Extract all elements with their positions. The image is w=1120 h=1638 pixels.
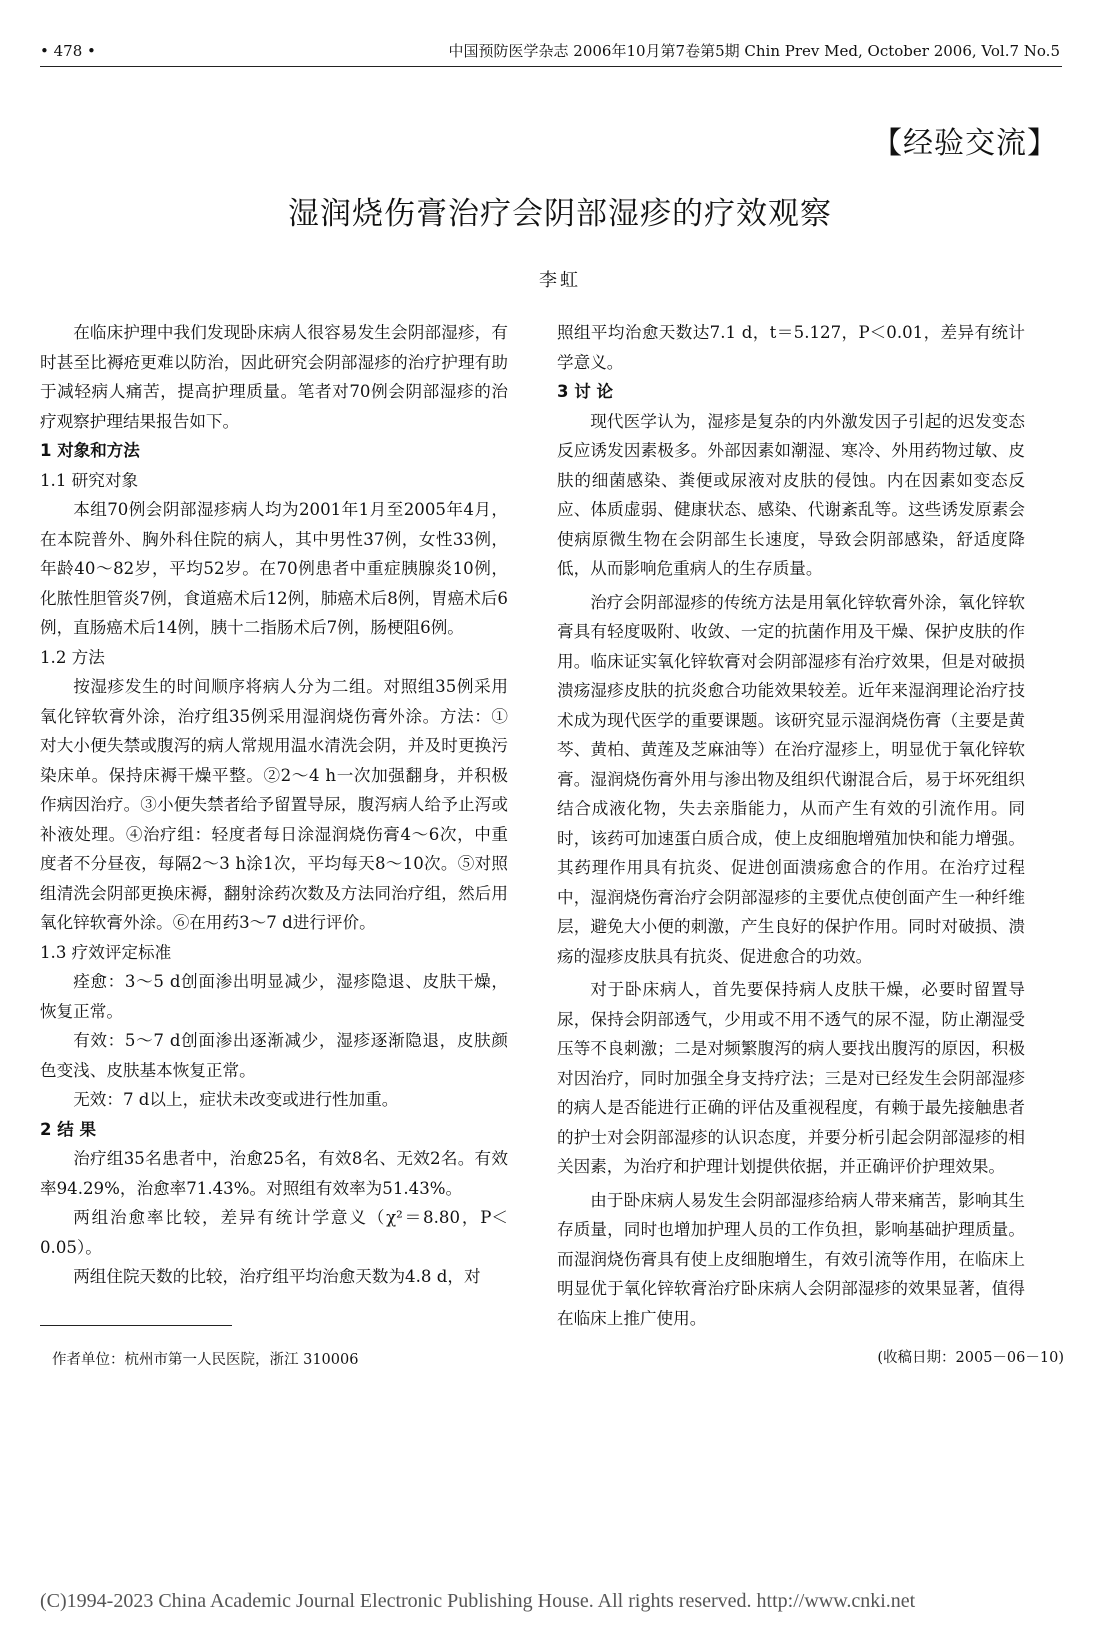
body-paragraph: 在临床护理中我们发现卧床病人很容易发生会阴部湿疹，有时甚至比褥疮更难以防治，因此研究会阴部湿疹的治疗护理有助于减轻病人痛苦，提高护理质量。笔者对70例会阴部湿疹的治疗观察护理结果报告如下。 [40,323,508,431]
running-header [40,38,1060,64]
page-number: • 478 • [40,42,96,60]
article-author: 李虹 [539,270,581,291]
subsection-heading: 1.2 方法 [40,647,105,667]
body-paragraph: 现代医学认为，湿疹是复杂的内外激发因子引起的迟发变态反应诱发因素极多。外部因素如潮湿、寒冷、外用药物过敏、皮肤的细菌感染、粪便或尿液对皮肤的侵蚀。内在因素如变态反应、体质虚弱、健康状态、感染、代谢紊乱等。这些诱发原素会使病原微生物在会阴部生长速度，导致会阴部感染，舒适度降低，从而影响危重病人的生存质量。 [557,411,1025,578]
body-paragraph: 两组治愈率比较，差异有统计学意义（χ²＝8.80，P＜0.05）。 [40,1208,508,1257]
body-paragraph: 有效：5～7 d创面渗出逐渐减少，湿疹逐渐隐退，皮肤颜色变浅、皮肤基本恢复正常。 [40,1031,508,1080]
body-paragraph: 痊愈：3～5 d创面渗出明显减少，湿疹隐退、皮肤干燥，恢复正常。 [40,972,508,1021]
body-paragraph: 对于卧床病人，首先要保持病人皮肤干燥，必要时留置导尿，保持会阴部透气，少用或不用不透气的尿不湿，防止潮湿受压等不良刺激；二是对频繁腹泻的病人要找出腹泻的原因，积极对因治疗，同时加强全身支持疗法；三是对已经发生会阴部湿疹的病人是否能进行正确的评估及重视程度，有赖于最先接触患者的护士对会阴部湿疹的认识态度，并要分析引起会阴部湿疹的相关因素，为治疗和护理计划提供依据，并正确评价护理效果。 [557,980,1025,1176]
body-paragraph: 治疗会阴部湿疹的传统方法是用氧化锌软膏外涂，氧化锌软膏具有轻度吸附、收敛、一定的抗菌作用及干燥、保护皮肤的作用。临床证实氧化锌软膏对会阴部湿疹有治疗效果，但是对破损溃疡湿疹皮肤的抗炎愈合功能效果较差。近年来湿润理论治疗技术成为现代医学的重要课题。该研究显示湿润烧伤膏（主要是黄芩、黄柏、黄莲及芝麻油等）在治疗湿疹上，明显优于氧化锌软膏。湿润烧伤膏外用与渗出物及组织代谢混合后，易于坏死组织结合成液化物，失去亲脂能力，从而产生有效的引流作用。同时，该药可加速蛋白质合成，使上皮细胞增殖加快和能力增强。其药理作用具有抗炎、促进创面溃疡愈合的作用。在治疗过程中，湿润烧伤膏治疗会阴部湿疹的主要优点使创面产生一种纤维层，避免大小便的刺激，产生良好的保护作用。同时对破损、溃疡的湿疹皮肤具有抗炎、促进愈合的功效。 [557,592,1025,966]
body-paragraph: 照组平均治愈天数达7.1 d，t＝5.127，P＜0.01，差异有统计学意义。 [557,323,1025,372]
journal-citation: 中国预防医学杂志 2006年10月第7卷第5期 Chin Prev Med, October 2006, Vol.7 No.5 [448,42,1060,60]
section-heading: 1 对象和方法 [40,441,140,460]
received-date: (收稿日期：2005－06－10) [877,1350,1064,1366]
section-tag: 【经验交流】 [872,126,1058,161]
right-column [557,318,1025,1333]
body-paragraph: 两组住院天数的比较，治疗组平均治愈天数为4.8 d，对 [73,1267,481,1286]
body-paragraph: 由于卧床病人易发生会阴部湿疹给病人带来痛苦，影响其生存质量，同时也增加护理人员的工作负担，影响基础护理质量。而湿润烧伤膏具有使上皮细胞增生，有效引流等作用，在临床上明显优于氧化锌软膏治疗卧床病人会阴部湿疹的效果显著，值得在临床上推广使用。 [557,1190,1025,1328]
body-paragraph: 本组70例会阴部湿疹病人均为2001年1月至2005年4月，在本院普外、胸外科住院的病人，其中男性37例，女性33例，年龄40～82岁，平均52岁。在70例患者中重症胰腺炎10例，化脓性胆管炎7例，食道癌术后12例，肺癌术后8例，胃癌术后6例，直肠癌术后14例，胰十二指肠术后7例，肠梗阻6例。 [40,500,508,637]
header-divider [40,66,1062,67]
body-paragraph: 按湿疹发生的时间顺序将病人分为二组。对照组35例采用氧化锌软膏外涂，治疗组35例采用湿润烧伤膏外涂。方法：①对大小便失禁或腹泻的病人常规用温水清洗会阴，并及时更换污染床单。保持床褥干燥平整。②2～4 h一次加强翻身，并积极作病因治疗。③小便失禁者给予留置导尿，腹泻病人给予止泻或补液处理。④治疗组：轻度者每日涂湿润烧伤膏4～6次，中重度者不分昼夜，每隔2～3 h涂1次，平均每天8～10次。⑤对照组清洗会阴部更换床褥，翻射涂药次数及方法同治疗组，然后用氧化锌软膏外涂。⑥在用药3～7 d进行评价。 [40,677,508,932]
subsection-heading: 1.3 疗效评定标准 [40,942,172,962]
section-heading: 3 讨 论 [557,382,613,401]
body-paragraph: 无效：7 d以上，症状未改变或进行性加重。 [73,1090,399,1109]
article-title: 湿润烧伤膏治疗会阴部湿疹的疗效观察 [288,196,832,232]
author-affiliation: 作者单位：杭州市第一人民医院，浙江 310006 [52,1352,359,1368]
footnote-divider [40,1325,232,1326]
left-column [40,318,508,1292]
section-heading: 2 结 果 [40,1119,96,1139]
body-paragraph: 治疗组35名患者中，治愈25名，有效8名、无效2名。有效率94.29%，治愈率71.43%。对照组有效率为51.43%。 [40,1149,508,1198]
subsection-heading: 1.1 研究对象 [40,470,139,490]
copyright-notice: (C)1994-2023 China Academic Journal Electronic Publishing House. All rights reserved. http://www.cnki.net [40,1590,916,1612]
